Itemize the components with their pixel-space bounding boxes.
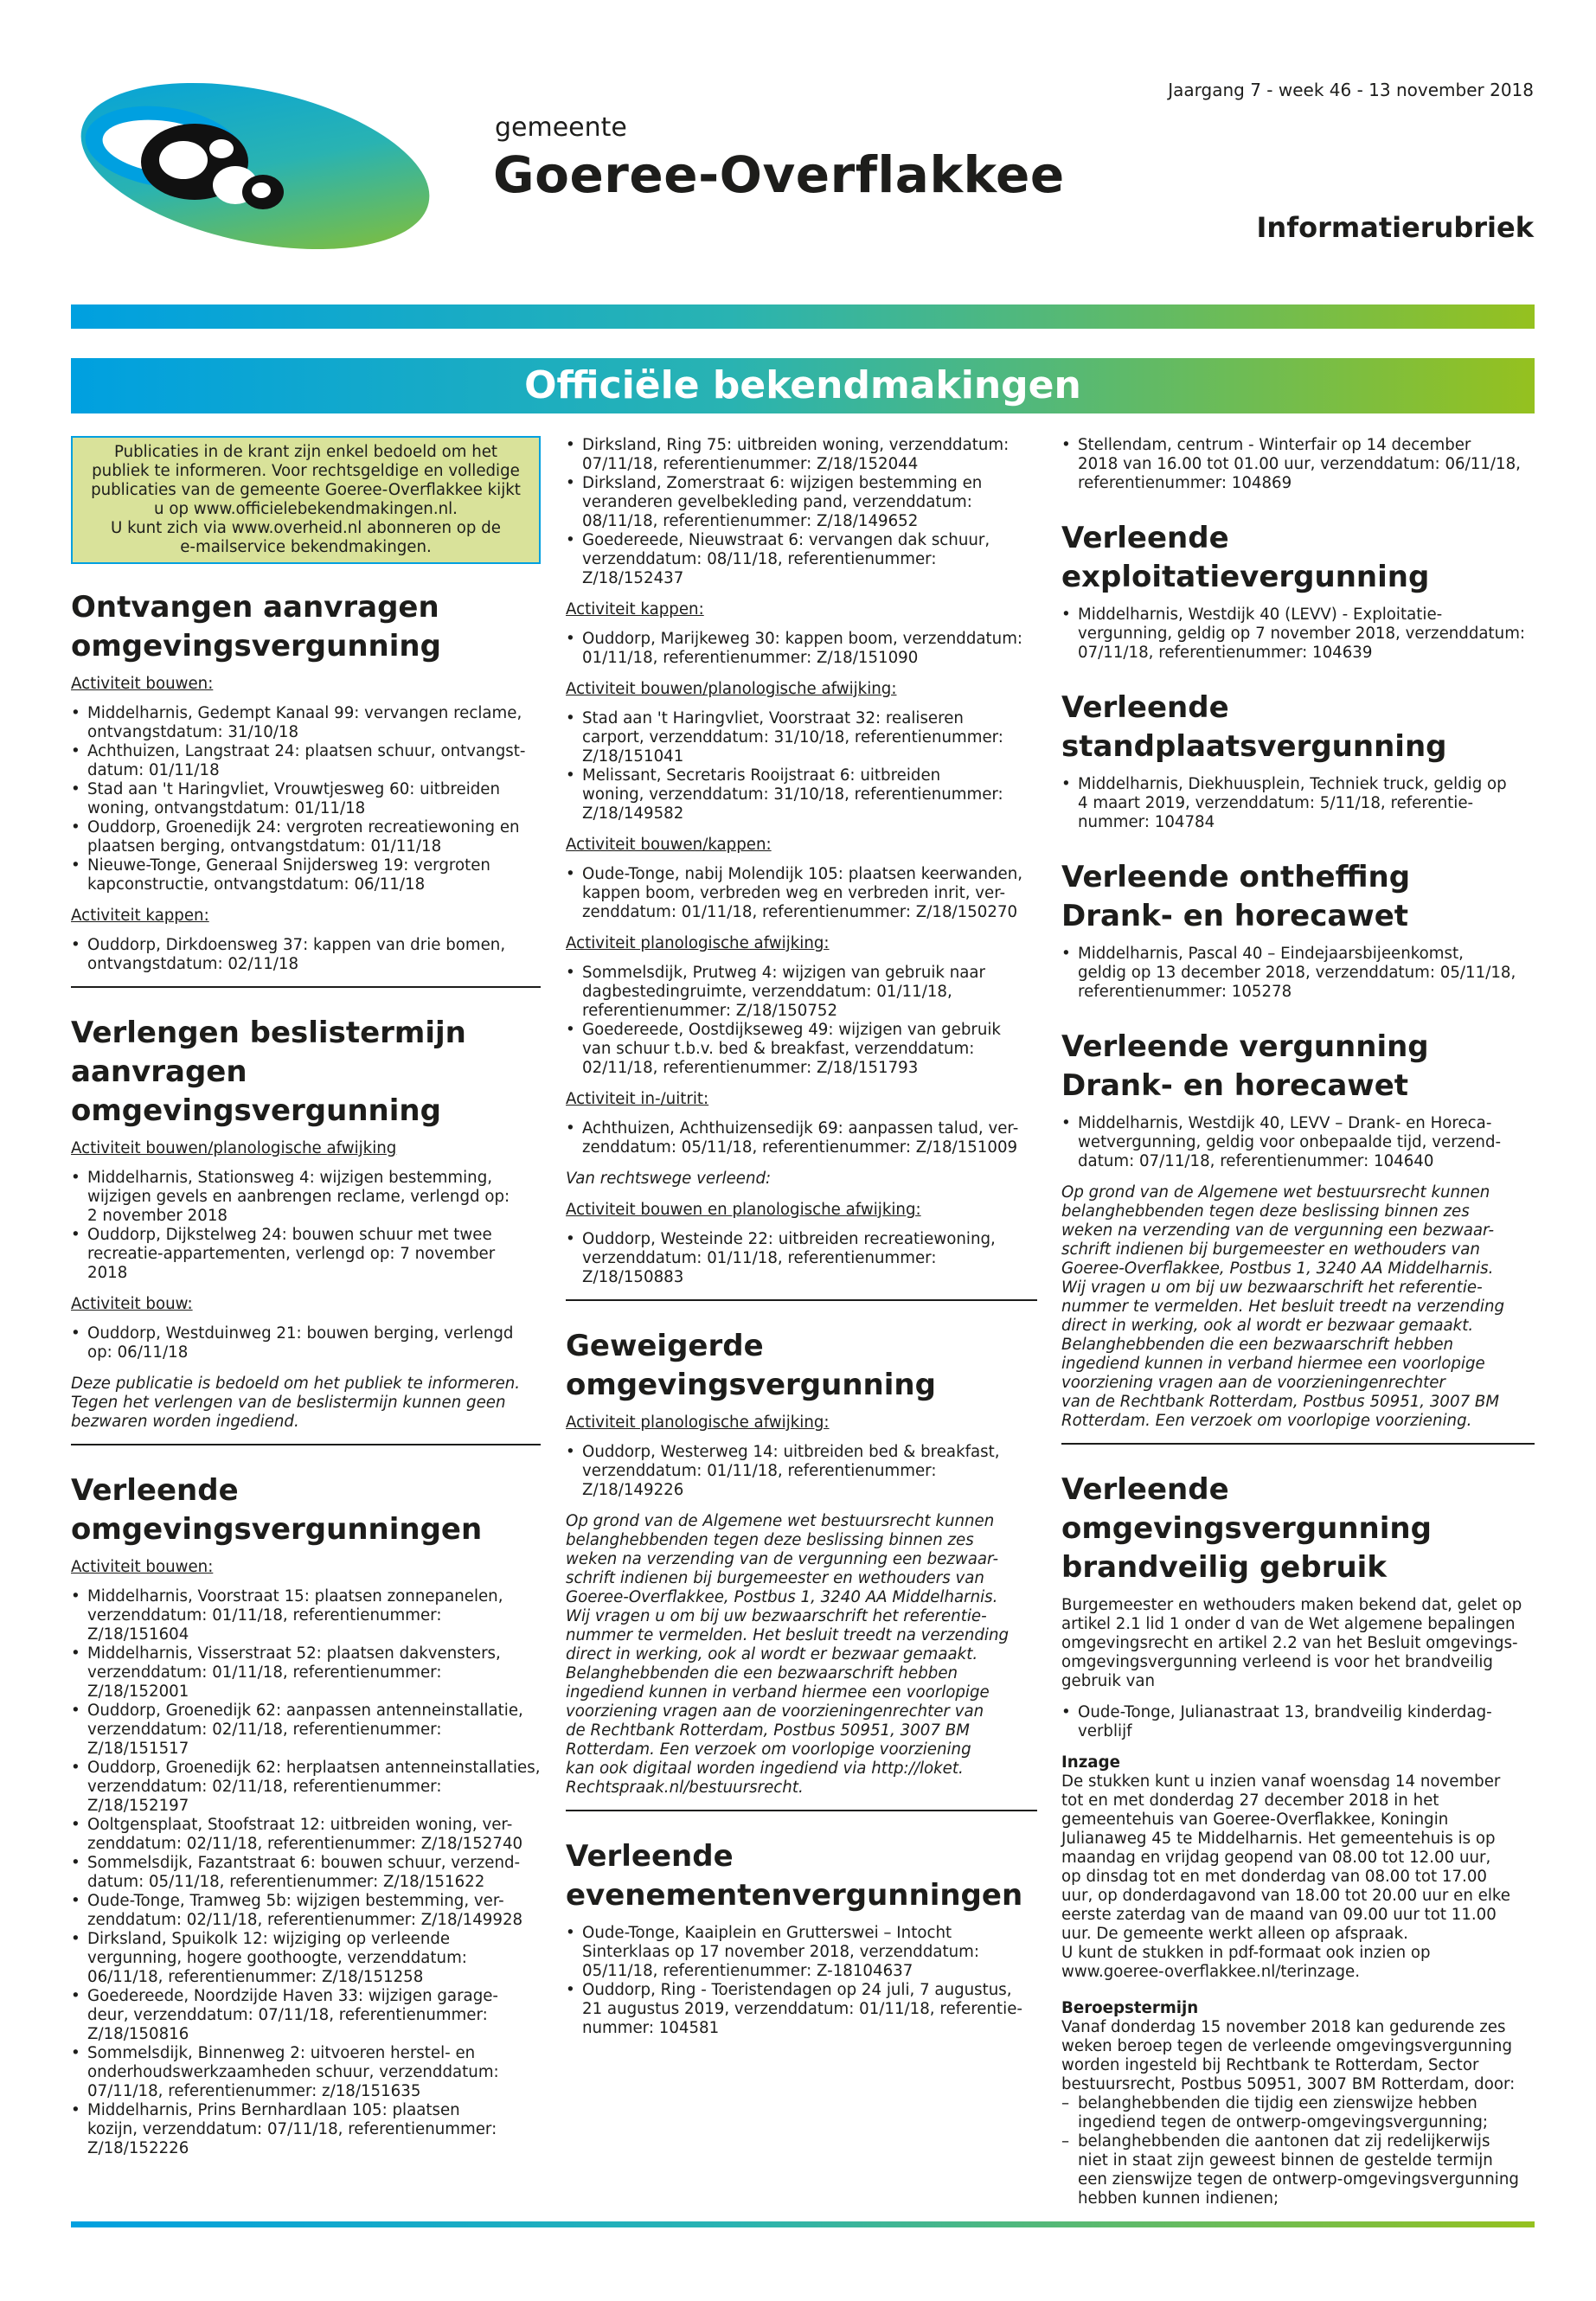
inzage-text: De stukken kunt u inzien vanaf woensdag 14 november tot en met donderdag 27 december 2018 in het gemeentehuis van Goeree-Overflakkee, Koningin Julianaweg 45 te Middelharnis. Het gemeentehuis is op maandag en vrijdag geopend van 08.00 tot 12.00 uur, op dinsdag tot en met donderdag van 08.00 tot 17.00 uur, op donderdagavond van 18.00 tot 20.00 uur en elke eerste zaterdag van de maand van 09.00 uur tot 11.00 uur. De gemeente werkt alleen op afspraak. U kunt de stukken in pdf-formaat ook inzien op www.goeree-overflakkee.nl/terinzage.	[1061, 1772, 1510, 1981]
list-item: • Ouddorp, Groenedijk 62: aanpassen antenneinstallatie, verzenddatum: 02/11/18, referentienummer: Z/18/151517	[71, 1702, 541, 1759]
activity-label: Activiteit in-/uitrit:	[566, 1090, 709, 1108]
section-heading: Verleende vergunning Drank- en horecawet	[1061, 1029, 1429, 1103]
activity-label: Activiteit planologische afwijking:	[566, 1413, 830, 1432]
section-heading: Verleende omgevingsvergunning brandveilig gebruik	[1061, 1472, 1432, 1585]
activity-label: Activiteit kappen:	[71, 907, 209, 925]
list-item: • Middelharnis, Westdijk 40, LEVV – Drank- en Horeca- wetvergunning, geldig voor onbepaalde tijd, verzend- datum: 07/11/18, referentienummer: 104640	[1061, 1114, 1535, 1171]
info-line: U kunt zich via www.overheid.nl abonneren op de	[111, 519, 501, 537]
item-list	[1061, 945, 1535, 1002]
info-box	[71, 436, 541, 564]
list-item: • Oude-Tonge, Kaaiplein en Grutterswei – Intocht Sinterklaas op 17 november 2018, verzenddatum: 05/11/18, referentienummer: Z-18104637	[566, 1924, 1037, 1981]
item-list	[566, 1230, 1037, 1287]
info-line: Publicaties in de krant zijn enkel bedoeld om het	[113, 443, 498, 461]
activity-label: Activiteit bouwen/planologische afwijking:	[566, 680, 897, 698]
activity-label: Activiteit bouwen/kappen:	[566, 836, 772, 854]
item-list	[1061, 1114, 1535, 1171]
section-heading: Verleende ontheffing Drank- en horecawet	[1061, 860, 1411, 933]
item-list	[71, 1169, 541, 1283]
list-item: • Goedereede, Oostdijkseweg 49: wijzigen van gebruik van schuur t.b.v. bed & breakfast, verzenddatum: 02/11/18, referentienummer: Z/18/151793	[566, 1021, 1037, 1078]
item-list	[71, 1324, 541, 1362]
beroep-text: Vanaf donderdag 15 november 2018 kan gedurende zes weken beroep tegen de verleende omgevingsvergunning worden ingesteld bij Rechtbank te Rotterdam, Sector bestuursrecht, Postbus 50951, 3007 BM Rotterdam, door:	[1061, 2018, 1516, 2093]
banner-title: Officiële bekendmakingen	[71, 358, 1535, 413]
list-item: • Goedereede, Nieuwstraat 6: vervangen dak schuur, verzenddatum: 08/11/18, referentienummer: Z/18/152437	[566, 531, 1037, 588]
intro-text: Burgemeester en wethouders maken bekend dat, gelet op artikel 2.1 lid 1 onder d van de Wet algemene bepalingen omgevingsrecht en artikel 2.2 van het Besluit omgevings- omgevingsvergunning verleend is voor het brandveilig gebruik van	[1061, 1596, 1522, 1690]
gemeente-logo	[69, 80, 450, 261]
info-line: e-mailservice bekendmakingen.	[180, 538, 432, 556]
list-item: • Dirksland, Spuikolk 12: wijziging op verleende vergunning, hogere goothoogte, verzenddatum: 06/11/18, referentienummer: Z/18/151258	[71, 1930, 541, 1987]
item-list	[71, 1587, 541, 2158]
beroep-heading: Beroepstermijn	[1061, 1999, 1199, 2017]
column-3	[1061, 436, 1535, 2221]
issue-date: Jaargang 7 - week 46 - 13 november 2018	[1168, 80, 1534, 100]
section-heading: Verlengen beslistermijn aanvragen omgevingsvergunning	[71, 1016, 466, 1128]
list-item: • Ouddorp, Ring - Toeristendagen op 24 juli, 7 augustus, 21 augustus 2019, verzenddatum: 01/11/18, referentie- nummer: 104581	[566, 1981, 1037, 2038]
activity-label: Activiteit planologische afwijking:	[566, 934, 830, 952]
column-1	[71, 436, 541, 2170]
section-heading: Verleende exploitatievergunning	[1061, 521, 1430, 594]
section-label: Informatierubriek	[1256, 211, 1534, 244]
gradient-bar	[71, 304, 1535, 329]
divider	[566, 1810, 1037, 1811]
list-item: • Ouddorp, Groenedijk 62: herplaatsen antenneinstallaties, verzenddatum: 02/11/18, referentienummer: Z/18/152197	[71, 1759, 541, 1816]
list-item: • Ouddorp, Marijkeweg 30: kappen boom, verzenddatum: 01/11/18, referentienummer: Z/18/151090	[566, 630, 1037, 668]
list-item: • Middelharnis, Visserstraat 52: plaatsen dakvensters, verzenddatum: 01/11/18, referentienummer: Z/18/152001	[71, 1644, 541, 1702]
list-item: • Middelharnis, Voorstraat 15: plaatsen zonnepanelen, verzenddatum: 01/11/18, referentienummer: Z/18/151604	[71, 1587, 541, 1644]
item-list	[566, 1443, 1037, 1500]
item-list	[566, 630, 1037, 668]
list-item: • Goedereede, Noordzijde Haven 33: wijzigen garage- deur, verzenddatum: 07/11/18, referentienummer: Z/18/150816	[71, 1987, 541, 2044]
section-heading: Verleende omgevingsvergunningen	[71, 1473, 483, 1547]
item-list	[566, 964, 1037, 1078]
list-item: • Ouddorp, Westduinweg 21: bouwen berging, verlengd op: 06/11/18	[71, 1324, 541, 1362]
item-list	[71, 936, 541, 974]
divider	[1061, 1443, 1535, 1445]
info-line: u op www.officielebekendmakingen.nl.	[154, 500, 458, 518]
list-item: • Dirksland, Ring 75: uitbreiden woning, verzenddatum: 07/11/18, referentienummer: Z/18/152044	[566, 436, 1037, 474]
info-line: publiek te informeren. Voor rechtsgeldige en volledige	[92, 462, 520, 480]
list-item: • Oude-Tonge, Tramweg 5b: wijzigen bestemming, ver- zenddatum: 02/11/18, referentienummer: Z/18/149928	[71, 1892, 541, 1930]
list-item: • Ouddorp, Dijkstelweg 24: bouwen schuur met twee recreatie-appartementen, verlengd op: 7 november 2018	[71, 1226, 541, 1283]
activity-label: Activiteit bouwen:	[71, 675, 214, 693]
list-item: • Sommelsdijk, Prutweg 4: wijzigen van gebruik naar dagbestedingruimte, verzenddatum: 01/11/18, referentienummer: Z/18/150752	[566, 964, 1037, 1021]
list-item: • Ouddorp, Westerweg 14: uitbreiden bed & breakfast, verzenddatum: 01/11/18, referentienummer: Z/18/149226	[566, 1443, 1037, 1500]
list-item: • Middelharnis, Westdijk 40 (LEVV) - Exploitatie- vergunning, geldig op 7 november 2018, verzenddatum: 07/11/18, referentienummer: 104639	[1061, 606, 1535, 663]
item-list	[1061, 1703, 1535, 1741]
list-item: • Ooltgensplaat, Stoofstraat 12: uitbreiden woning, ver- zenddatum: 02/11/18, referentienummer: Z/18/152740	[71, 1816, 541, 1854]
list-item: • Achthuizen, Langstraat 24: plaatsen schuur, ontvangst- datum: 01/11/18	[71, 742, 541, 780]
activity-label: Activiteit bouwen/planologische afwijking	[71, 1139, 397, 1157]
list-item: • Dirksland, Zomerstraat 6: wijzigen bestemming en veranderen gevelbekleding pand, verzenddatum: 08/11/18, referentienummer: Z/18/149652	[566, 474, 1037, 531]
item-list	[1061, 775, 1535, 832]
column-2	[566, 436, 1037, 2050]
list-item: • Middelharnis, Stationsweg 4: wijzigen bestemming, wijzigen gevels en aanbrengen reclame, verlengd op: 2 november 2018	[71, 1169, 541, 1226]
list-item: – belanghebbenden die aantonen dat zij redelijkerwijs niet in staat zijn geweest binnen de gestelde termijn een zienswijze tegen de ontwerp-omgevingsvergunning hebben kunnen indienen;	[1061, 2132, 1535, 2208]
activity-label: Activiteit bouwen en planologische afwijking:	[566, 1201, 921, 1219]
divider	[566, 1299, 1037, 1301]
list-item: • Achthuizen, Achthuizensedijk 69: aanpassen talud, ver- zenddatum: 05/11/18, referentienummer: Z/18/151009	[566, 1119, 1037, 1157]
section-heading: Verleende standplaatsvergunning	[1061, 690, 1447, 764]
list-item: • Middelharnis, Prins Bernhardlaan 105: plaatsen kozijn, verzenddatum: 07/11/18, referentienummer: Z/18/152226	[71, 2101, 541, 2158]
notice-text: Op grond van de Algemene wet bestuursrecht kunnen belanghebbenden tegen deze beslissing binnen zes weken na verzending van de vergunning een bezwaar- schrift indienen bij burgemeester en wethouders van Goeree-Overflakkee, Postbus 1, 3240 AA Middelharnis. Wij vragen u om bij uw bezwaarschrift het referentie- nummer te vermelden. Het besluit treedt na verzending direct in werking, ook al wordt er bezwaar gemaakt. Belanghebbenden die een bezwaarschrift hebben ingediend kunnen in verband hiermee een voorlopige voorziening vragen aan de voorzieningenrechter van de Rechtbank Rotterdam, Postbus 50951, 3007 BM Rotterdam. Een verzoek om voorlopige voorziening kan ook digitaal worden ingediend via http://loket. Rechtspraak.nl/bestuursrecht.	[566, 1512, 1010, 1797]
item-list	[71, 704, 541, 894]
list-item: • Middelharnis, Gedempt Kanaal 99: vervangen reclame, ontvangstdatum: 31/10/18	[71, 704, 541, 742]
item-list	[1061, 606, 1535, 663]
bottom-bar	[71, 2221, 1535, 2227]
brand-prefix: gemeente	[495, 112, 627, 143]
activity-label: Activiteit bouw:	[71, 1295, 193, 1313]
notice-text: Op grond van de Algemene wet bestuursrecht kunnen belanghebbenden tegen deze beslissing binnen zes weken na verzending van de vergunning een bezwaar- schrift indienen bij burgemeester en wethouders van Goeree-Overflakkee, Postbus 1, 3240 AA Middelharnis. Wij vragen u om bij uw bezwaarschrift het referentie- nummer te vermelden. Het besluit treedt na verzending direct in werking, ook al wordt er bezwaar gemaakt. Belanghebbenden die een bezwaarschrift hebben ingediend kunnen in verband hiermee een voorlopige voorziening vragen aan de voorzieningenrechter van de Rechtbank Rotterdam, Postbus 50951, 3007 BM Rotterdam. Een verzoek om voorlopige voorziening.	[1061, 1183, 1505, 1430]
list-item: – belanghebbenden die tijdig een zienswijze hebben ingediend tegen de ontwerp-omgevingsvergunning;	[1061, 2094, 1535, 2132]
notice-text: Deze publicatie is bedoeld om het publiek te informeren. Tegen het verlengen van de beslistermijn kunnen geen bezwaren worden ingediend.	[71, 1375, 521, 1431]
divider	[71, 986, 541, 988]
list-item: • Stad aan 't Haringvliet, Vrouwtjesweg 60: uitbreiden woning, ontvangstdatum: 01/11/18	[71, 780, 541, 818]
item-list	[566, 1119, 1037, 1157]
item-list	[566, 865, 1037, 922]
list-item: • Oude-Tonge, nabij Molendijk 105: plaatsen keerwanden, kappen boom, verbreden weg en verbreden inrit, ver- zenddatum: 01/11/18, referentienummer: Z/18/150270	[566, 865, 1037, 922]
list-item: • Stad aan 't Haringvliet, Voorstraat 32: realiseren carport, verzenddatum: 31/10/18, referentienummer: Z/18/151041	[566, 709, 1037, 766]
info-line: publicaties van de gemeente Goeree-Overflakkee kijkt	[91, 481, 521, 499]
section-heading: Ontvangen aanvragen omgevingsvergunning	[71, 590, 441, 663]
list-item: • Sommelsdijk, Binnenweg 2: uitvoeren herstel- en onderhoudswerkzaamheden schuur, verzenddatum: 07/11/18, referentienummer: z/18/151635	[71, 2044, 541, 2101]
list-item: • Oude-Tonge, Julianastraat 13, brandveilig kinderdag- verblijf	[1061, 1703, 1535, 1741]
list-item: • Ouddorp, Groenedijk 24: vergroten recreatiewoning en plaatsen berging, ontvangstdatum: 01/11/18	[71, 818, 541, 856]
list-item: • Melissant, Secretaris Rooijstraat 6: uitbreiden woning, verzenddatum: 31/10/18, referentienummer: Z/18/149582	[566, 766, 1037, 824]
divider	[71, 1444, 541, 1445]
list-item: • Sommelsdijk, Fazantstraat 6: bouwen schuur, verzend- datum: 05/11/18, referentienummer: Z/18/151622	[71, 1854, 541, 1892]
item-list	[1061, 436, 1535, 493]
section-heading: Geweigerde omgevingsvergunning	[566, 1329, 936, 1402]
activity-label: Activiteit bouwen:	[71, 1558, 214, 1576]
list-item: • Middelharnis, Diekhuusplein, Techniek truck, geldig op 4 maart 2019, verzenddatum: 5/11/18, referentie- nummer: 104784	[1061, 775, 1535, 832]
list-item: • Nieuwe-Tonge, Generaal Snijdersweg 19: vergroten kapconstructie, ontvangstdatum: 06/11/18	[71, 856, 541, 894]
activity-label: Activiteit kappen:	[566, 600, 704, 619]
rechtswege-label: Van rechtswege verleend:	[566, 1170, 772, 1188]
item-list	[566, 1924, 1037, 2038]
list-item: • Ouddorp, Westeinde 22: uitbreiden recreatiewoning, verzenddatum: 01/11/18, referentienummer: Z/18/150883	[566, 1230, 1037, 1287]
inzage-heading: Inzage	[1061, 1753, 1120, 1772]
section-heading: Verleende evenementenvergunningen	[566, 1839, 1023, 1913]
item-list	[566, 709, 1037, 824]
list-item: • Stellendam, centrum - Winterfair op 14 december 2018 van 16.00 tot 01.00 uur, verzenddatum: 06/11/18, referentienummer: 104869	[1061, 436, 1535, 493]
list-item: • Middelharnis, Pascal 40 – Eindejaarsbijeenkomst, geldig op 13 december 2018, verzenddatum: 05/11/18, referentienummer: 105278	[1061, 945, 1535, 1002]
dash-list	[1061, 2094, 1535, 2208]
item-list	[566, 436, 1037, 588]
brand-name: Goeree-Overflakkee	[493, 145, 1065, 204]
list-item: • Ouddorp, Dirkdoensweg 37: kappen van drie bomen, ontvangstdatum: 02/11/18	[71, 936, 541, 974]
